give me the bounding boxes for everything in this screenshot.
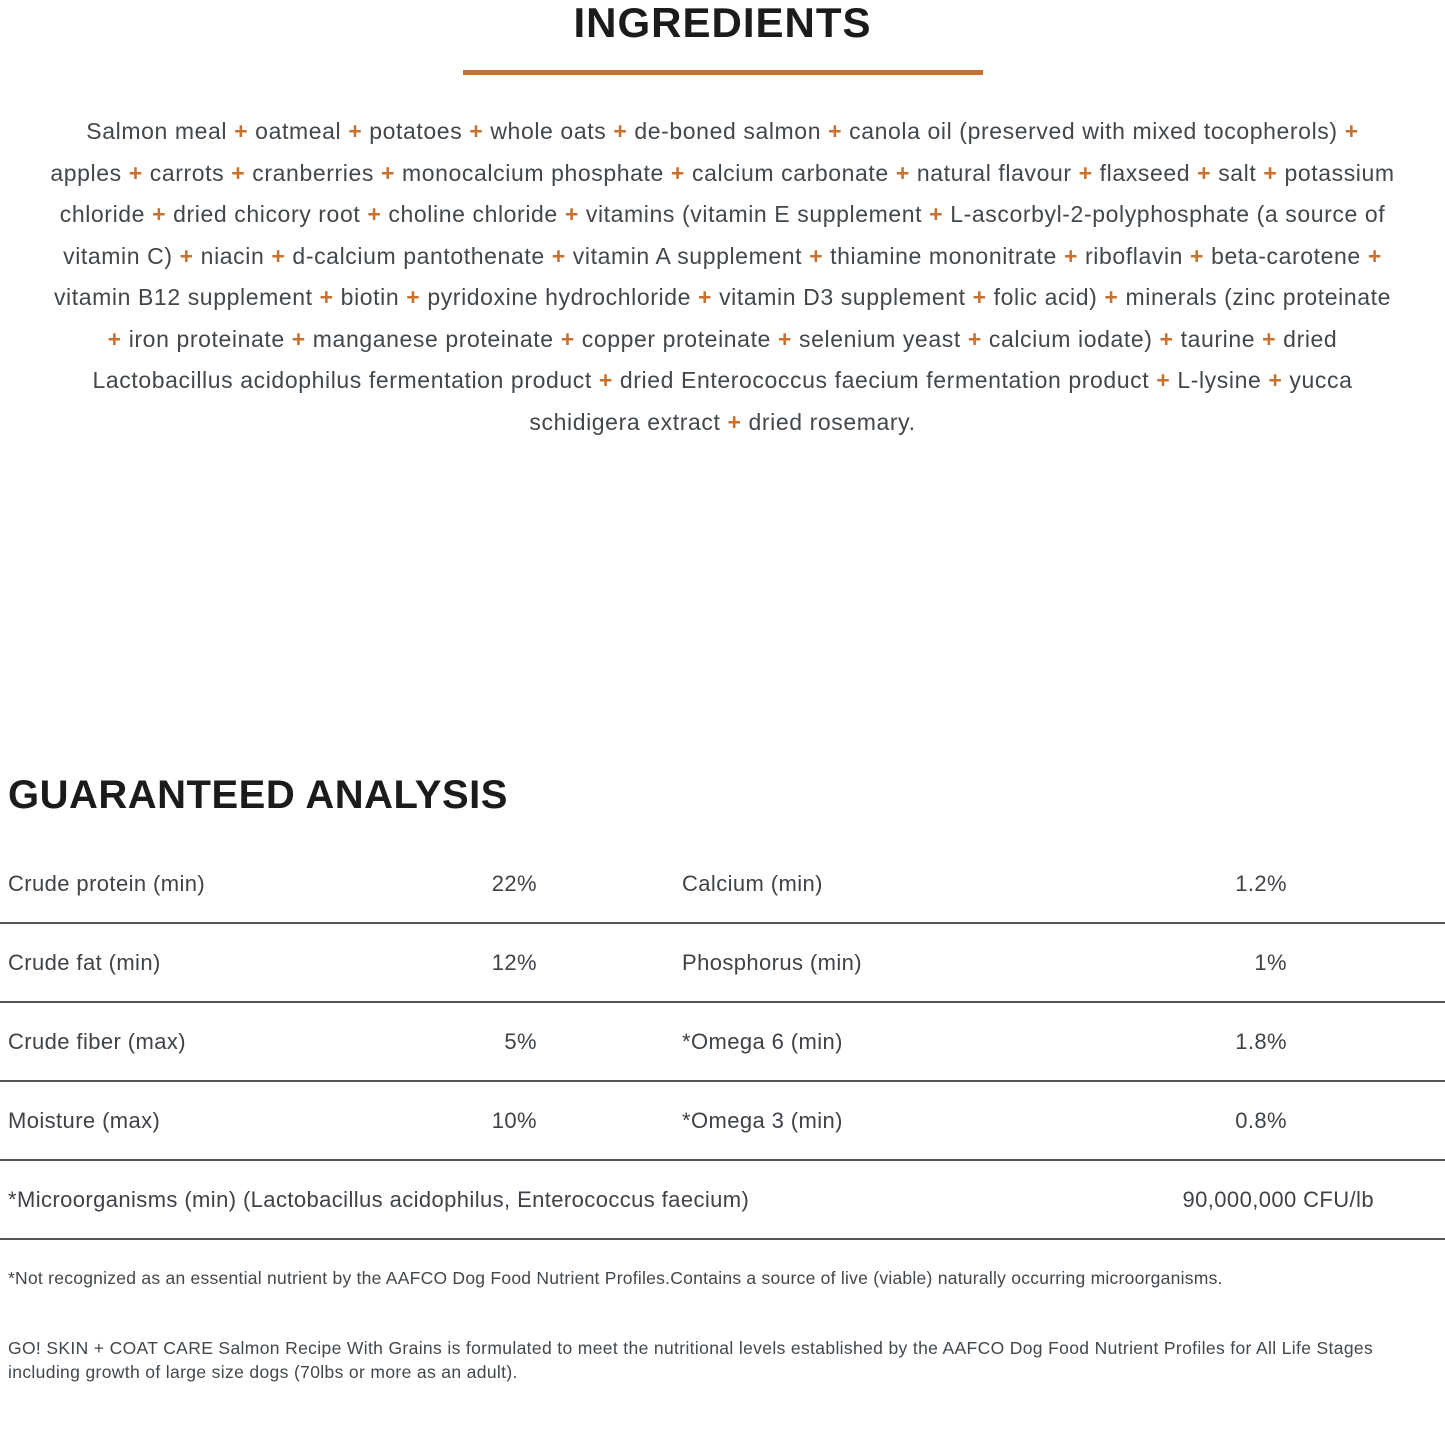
analysis-value: 90,000,000 CFU/lb: [1182, 1186, 1374, 1212]
analysis-table: [0, 845, 1445, 1240]
plus-separator: +: [1104, 284, 1119, 310]
plus-separator: +: [152, 201, 167, 227]
analysis-pair: [682, 950, 1445, 976]
plus-separator: +: [1078, 159, 1093, 186]
analysis-label: Crude protein (min): [8, 870, 206, 896]
analysis-label: *Omega 6 (min): [682, 1028, 843, 1054]
analysis-value: 0.8%: [1235, 1107, 1287, 1133]
plus-separator: +: [1344, 118, 1359, 144]
plus-separator: +: [1262, 325, 1277, 352]
analysis-label: Crude fiber (max): [8, 1028, 186, 1054]
plus-separator: +: [551, 242, 566, 269]
table-row: [0, 1003, 1445, 1082]
ingredients-text: Salmon meal + oatmeal + potatoes + whole oats + de-boned salmon + canola oil (preserved with mixed tocopherols) + apples + carrots + cranberries + monocalcium phosphate + calcium carbonate + natural flavour + flaxseed + salt + potassium chloride + dried chicory root + choline chloride + vitamins (vitamin E supplement + L-ascorbyl-2-polyphosphate (a source of vitamin C) + niacin + d-calcium pantothenate + vitamin A supplement + thiamine mononitrate + riboflavin + beta-carotene + vitamin B12 supplement + biotin + pyridoxine hydrochloride + vitamin D3 supplement + folic acid) + minerals (zinc proteinate + iron proteinate + manganese proteinate + copper proteinate + selenium yeast + calcium iodate) + taurine + dried Lactobacillus acidophilus fermentation product + dried Enterococcus faecium fermentation product + L-lysine + yucca schidigera extract + dried rosemary.: [50, 118, 1395, 435]
plus-separator: +: [1063, 242, 1078, 269]
plus-separator: +: [367, 201, 382, 227]
aafco-statement: GO! SKIN + COAT CARE Salmon Recipe With Grains is formulated to meet the nutritional levels established by the AAFCO Dog Food Nutrient Profiles for All Life Stages including growth of large size dogs (70lbs or more as an adult).: [8, 1338, 1374, 1382]
analysis-pair: [8, 950, 537, 976]
plus-separator: +: [1197, 159, 1212, 186]
plus-separator: +: [598, 367, 613, 393]
analysis-label: Moisture (max): [8, 1107, 161, 1133]
plus-separator: +: [1156, 367, 1171, 393]
analysis-label: Crude fat (min): [8, 949, 161, 975]
analysis-label: Calcium (min): [682, 870, 823, 896]
analysis-value: 5%: [504, 1028, 537, 1054]
analysis-rows: [0, 845, 1445, 1161]
plus-separator: +: [560, 325, 575, 352]
plus-separator: +: [1159, 325, 1174, 352]
analysis-pair: [8, 1108, 537, 1134]
plus-separator: +: [179, 242, 194, 269]
plus-separator: +: [380, 159, 395, 186]
plus-separator: +: [319, 284, 334, 310]
analysis-value: 22%: [491, 870, 537, 896]
plus-separator: +: [107, 325, 122, 352]
analysis-pair: [682, 1108, 1445, 1134]
plus-separator: +: [128, 159, 143, 186]
plus-separator: +: [348, 118, 363, 144]
ingredients-title: INGREDIENTS: [573, 0, 872, 46]
analysis-pair: [682, 871, 1445, 897]
plus-separator: +: [828, 118, 843, 144]
analysis-label: *Microorganisms (min) (Lactobacillus acidophilus, Enterococcus faecium): [8, 1186, 750, 1212]
plus-separator: +: [1190, 242, 1205, 269]
plus-separator: +: [1268, 367, 1283, 393]
plus-separator: +: [895, 159, 910, 186]
plus-separator: +: [231, 159, 246, 186]
plus-separator: +: [234, 118, 249, 144]
analysis-label: Phosphorus (min): [682, 949, 863, 975]
plus-separator: +: [727, 408, 742, 435]
table-row: [0, 845, 1445, 924]
guaranteed-analysis-title: GUARANTEED ANALYSIS: [8, 773, 508, 817]
plus-separator: +: [1263, 159, 1278, 186]
table-row: [0, 1082, 1445, 1161]
analysis-label: *Omega 3 (min): [682, 1107, 843, 1133]
plus-separator: +: [972, 284, 987, 310]
analysis-value: 1.2%: [1235, 870, 1287, 896]
analysis-value: 1.8%: [1235, 1028, 1287, 1054]
analysis-value: 1%: [1254, 949, 1287, 975]
analysis-pair: [682, 1029, 1445, 1055]
plus-separator: +: [929, 201, 944, 227]
plus-separator: +: [809, 242, 824, 269]
plus-separator: +: [271, 242, 286, 269]
analysis-pair: [8, 871, 537, 897]
plus-separator: +: [406, 284, 421, 310]
plus-separator: +: [469, 118, 484, 144]
plus-separator: +: [777, 325, 792, 352]
table-row: [0, 924, 1445, 1003]
analysis-value: 12%: [491, 949, 537, 975]
plus-separator: +: [698, 284, 713, 310]
plus-separator: +: [613, 118, 628, 144]
plus-separator: +: [291, 325, 306, 352]
plus-separator: +: [1367, 242, 1382, 269]
analysis-pair: [8, 1029, 537, 1055]
analysis-value: 10%: [491, 1107, 537, 1133]
table-row: [0, 1161, 1445, 1240]
orange-divider: [463, 70, 983, 75]
asterisk-footnote: *Not recognized as an essential nutrient by the AAFCO Dog Food Nutrient Profiles.Contains a source of live (viable) naturally occurring microorganisms.: [8, 1268, 1223, 1288]
plus-separator: +: [670, 159, 685, 186]
plus-separator: +: [564, 201, 579, 227]
plus-separator: +: [967, 325, 982, 352]
